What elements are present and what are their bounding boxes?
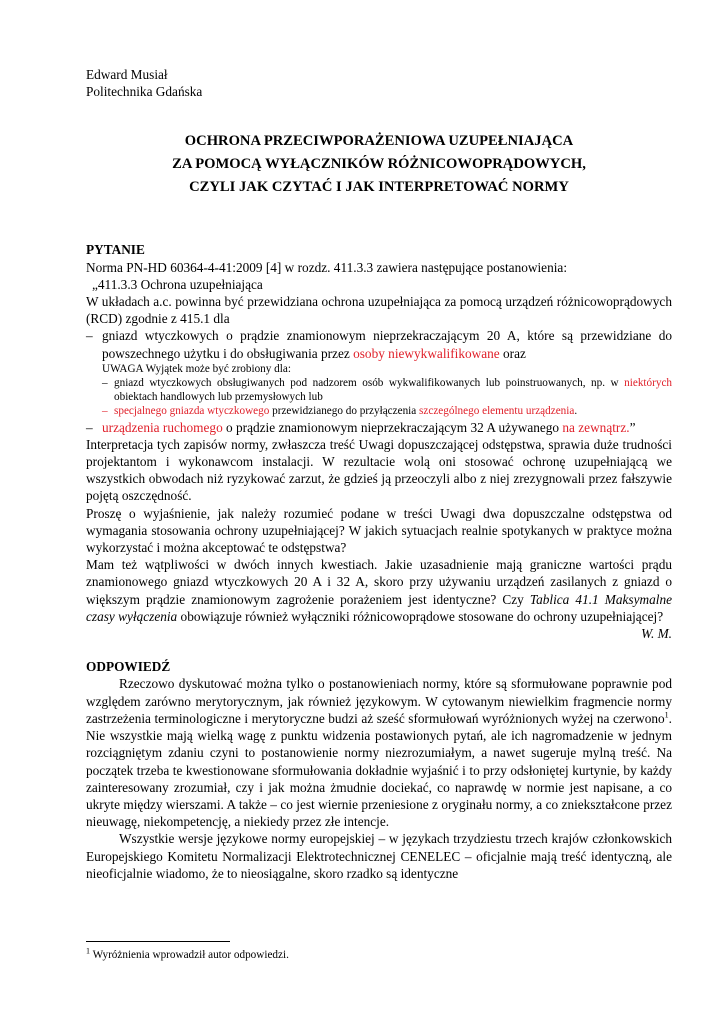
bullet-text: oraz	[499, 345, 526, 361]
quote-bullet-mobile	[86, 419, 672, 436]
document-title	[86, 130, 672, 199]
note-text: gniazd wtyczkowych obsługiwanych pod nadzorem osób wykwalifikowanych lub poinstruowanych, np. w	[114, 377, 625, 390]
quote-body: W układach a.c. powinna być przewidziana ochrona uzupełniająca za pomocą urządzeń różnicowoprądowych (RCD) zgodnie z 415.1 dla	[86, 294, 672, 327]
paragraph-text: obowiązuje również wyłączniki różnicowoprądowe stosowane do ochrony uzupełniającej?	[177, 608, 664, 624]
footnote-text: Wyróżnienia wprowadził autor odpowiedzi.	[90, 949, 289, 961]
note-heading: UWAGA Wyjątek może być zrobiony dla:	[102, 362, 291, 375]
highlight-text: specjalnego gniazda wtyczkowego	[114, 405, 270, 418]
paragraph-text: . Nie wszystkie mają wielką wagę z punktu widzenia postawionych pytań, ale ich nagromadzenie w jednym rozciągniętym zdaniu czyni to postanowienie normy niezrozumiałym, a nawet sugeruje mylną treść. Na początek trzeba te kwestionowane sformułowania dokładnie wyjaśnić i to przy odsłoniętej kurtynie, by każdy zainteresowany zrozumiał, czy i jak można żmudnie dociekać, co naprawdę w normie jest napisane, a co ukryte między wierszami. A także – co jest wiernie przeniesione z oryginału normy, a co zniekształcone przez nieuwagę, niekompetencję, a niekiedy przez złe intencje.	[86, 710, 672, 830]
paragraph-text: Rzeczowo dyskutować można tylko o postanowieniach normy, które są sformułowane poprawnie pod względem zarówno merytorycznym, jak również językowym. W cytowanym niewielkim fragmencie normy zastrzeżenia terminologiczne i merytoryczne budzi aż sześć sformułowań wyróżnionych wyżej na czerwono	[86, 676, 672, 726]
bullet-text: ”	[629, 419, 636, 435]
note-text: .	[574, 405, 578, 418]
author-affiliation: Politechnika Gdańska	[86, 84, 203, 100]
title-line-2: ZA POMOCĄ WYŁĄCZNIKÓW RÓŻNICOWOPRĄDOWYCH,	[172, 156, 586, 173]
footnote-divider	[86, 941, 230, 942]
highlight-text: niektórych	[624, 377, 672, 390]
bullet-text: o prądzie znamionowym nieprzekraczającym 32 A używanego	[222, 419, 563, 435]
bullet-dash: –	[86, 328, 93, 344]
note-dash: –	[102, 405, 108, 418]
title-line-1: OCHRONA PRZECIWPORAŻENIOWA UZUPEŁNIAJĄCA	[184, 133, 574, 150]
note-text: przewidzianego do przyłączenia	[269, 405, 420, 418]
quote-title: „411.3.3 Ochrona uzupełniająca	[92, 276, 263, 292]
highlight-text: na zewnątrz.	[562, 419, 630, 435]
document-page	[86, 66, 672, 882]
answer-paragraph-2: Wszystkie wersje językowe normy europejskiej – w językach trzydziestu trzech krajów członkowskich Europejskiego Komitetu Normalizacji Elektrotechnicznej CENELEC – oficjalnie mają treść identyczną, ale nieoficjalnie wiadomo, że to nieosiągalne, skoro rzadko są identyczne	[86, 831, 672, 881]
question-paragraph-1: Interpretacja tych zapisów normy, zwłaszcza treść Uwagi dopuszczającej odstępstwa, sprawia duże trudności projektantom i wykonawcom instalacji. W rezultacie wolą oni stosować ochronę uzupełniającą we wszystkich obwodach niż ryzykować zarzut, że gdzieś ją przeoczyli albo z niej zrezygnowali przez fałszywie pojętą oszczędność.	[86, 436, 672, 504]
question-paragraph-3	[86, 556, 672, 625]
highlight-text: urządzenia ruchomego	[102, 419, 223, 435]
answer-paragraph-1	[86, 675, 672, 830]
answer-heading: ODPOWIEDŹ	[86, 659, 171, 675]
bullet-text: gniazd wtyczkowych o prądzie znamionowym nieprzekraczającym 20 A, które są przewidziane do powszechnego użytku i do obsługiwania przez	[102, 328, 672, 361]
question-intro: Norma PN-HD 60364-4-41:2009 [4] w rozdz. 411.3.3 zawiera następujące postanowienia:	[86, 259, 568, 275]
footnote	[86, 948, 289, 962]
bullet-dash: –	[86, 419, 93, 435]
author-block	[86, 66, 672, 100]
quote-bullet-sockets	[86, 327, 672, 361]
title-line-3: CZYLI JAK CZYTAĆ I JAK INTERPRETOWAĆ NORMY	[189, 179, 569, 196]
author-name: Edward Musiał	[86, 67, 168, 82]
note-item-1	[102, 376, 672, 404]
highlight-text: szczególnego elementu urządzenia	[419, 405, 575, 418]
footnote-reference[interactable]: 1	[664, 710, 669, 720]
question-paragraph-2: Proszę o wyjaśnienie, jak należy rozumieć podane w treści Uwagi dwa dopuszczalne odstępstwa od wymagania stosowania ochrony uzupełniającej? W jakich sytuacjach realnie spotykanych w praktyce można wykorzystać i można akceptować te odstępstwa?	[86, 505, 672, 556]
footnote-mark: 1	[86, 946, 90, 956]
table-reference: Tablica 41.1 Maksymalne czasy wyłączenia	[86, 591, 672, 624]
note-item-2	[102, 404, 672, 418]
note-dash: –	[102, 377, 108, 390]
highlight-text: osoby niewykwalifikowane	[353, 345, 500, 361]
paragraph-text: Mam też wątpliwości w dwóch innych kwestiach. Jakie uzasadnienie mają graniczne wartości prądu znamionowego gniazd wtyczkowych 20 A i 32 A, skoro przy używaniu urządzeń zasilanych z gniazd o większym prądzie znamionowym zagrożenie porażeniem jest identyczne? Czy	[86, 557, 672, 607]
note-block	[86, 362, 672, 419]
note-text: obiektach handlowych lub przemysłowych lub	[114, 391, 323, 404]
question-signature: W. M.	[641, 626, 672, 642]
question-heading: PYTANIE	[86, 242, 145, 258]
